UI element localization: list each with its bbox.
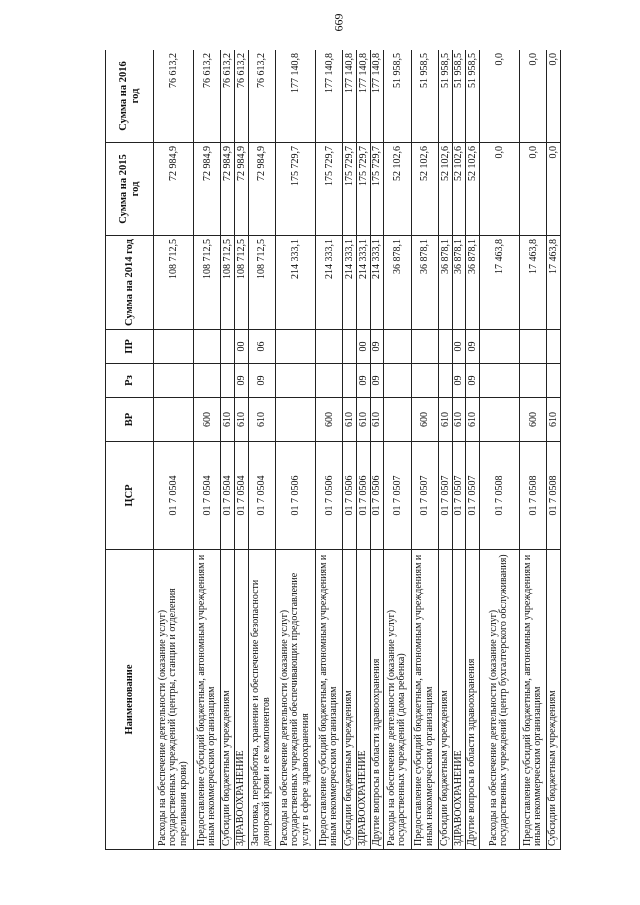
table-row [547, 50, 561, 850]
row-csr: 01 7 0507 [384, 442, 411, 550]
row-csr: 01 7 0504 [248, 442, 275, 550]
row-vr: 610 [466, 398, 480, 442]
row-pr [154, 330, 194, 364]
row-sum-2015: 0,0 [547, 143, 561, 236]
row-csr: 01 7 0506 [343, 442, 357, 550]
row-sum-2014: 214 333,1 [343, 236, 357, 330]
row-sum-2015: 72 984,9 [193, 143, 220, 236]
row-sum-2016: 76 613,2 [234, 50, 248, 143]
row-pr [411, 330, 438, 364]
table-row [411, 50, 438, 850]
row-sum-2016: 177 140,8 [370, 50, 384, 143]
row-sum-2014: 36 878,1 [438, 236, 452, 330]
row-rz: 09 [370, 364, 384, 398]
row-csr: 01 7 0504 [221, 442, 235, 550]
row-sum-2014: 108 712,5 [221, 236, 235, 330]
row-pr [315, 330, 342, 364]
row-csr: 01 7 0504 [193, 442, 220, 550]
row-sum-2016: 51 958,5 [438, 50, 452, 143]
row-sum-2016: 177 140,8 [275, 50, 315, 143]
row-pr: 00 [452, 330, 466, 364]
row-sum-2015: 52 102,6 [438, 143, 452, 236]
row-sum-2014: 17 463,8 [519, 236, 546, 330]
row-sum-2015: 52 102,6 [384, 143, 411, 236]
row-csr: 01 7 0507 [452, 442, 466, 550]
table-row [234, 50, 248, 850]
row-sum-2016: 76 613,2 [154, 50, 194, 143]
row-sum-2015: 72 984,9 [221, 143, 235, 236]
row-sum-2014: 108 712,5 [248, 236, 275, 330]
row-pr [438, 330, 452, 364]
row-csr: 01 7 0506 [370, 442, 384, 550]
row-sum-2015: 175 729,7 [356, 143, 370, 236]
header-sum-2015: Сумма на 2015 год [106, 143, 154, 236]
row-rz: 09 [356, 364, 370, 398]
row-sum-2016: 0,0 [479, 50, 519, 143]
row-pr [193, 330, 220, 364]
row-sum-2014: 17 463,8 [479, 236, 519, 330]
row-sum-2015: 0,0 [479, 143, 519, 236]
table-row [248, 50, 275, 850]
header-sum-2016: Сумма на 2016 год [106, 50, 154, 143]
row-name: ЗДРАВООХРАНЕНИЕ [234, 550, 248, 850]
table-row [384, 50, 411, 850]
row-sum-2015: 72 984,9 [234, 143, 248, 236]
row-pr [221, 330, 235, 364]
row-sum-2016: 51 958,5 [452, 50, 466, 143]
row-rz: 09 [248, 364, 275, 398]
table-row [275, 50, 315, 850]
row-vr: 610 [356, 398, 370, 442]
row-name: Другие вопросы в области здравоохранения [370, 550, 384, 850]
row-name: Субсидии бюджетным учреждениям [547, 550, 561, 850]
row-vr: 610 [370, 398, 384, 442]
table-row [343, 50, 357, 850]
row-csr: 01 7 0508 [547, 442, 561, 550]
row-vr: 610 [248, 398, 275, 442]
row-sum-2016: 177 140,8 [356, 50, 370, 143]
header-csr: ЦСР [106, 442, 154, 550]
row-sum-2016: 76 613,2 [248, 50, 275, 143]
row-sum-2014: 214 333,1 [370, 236, 384, 330]
row-csr: 01 7 0508 [519, 442, 546, 550]
row-vr [479, 398, 519, 442]
row-rz [384, 364, 411, 398]
row-rz [479, 364, 519, 398]
table-row [356, 50, 370, 850]
row-sum-2015: 72 984,9 [154, 143, 194, 236]
row-sum-2016: 51 958,5 [384, 50, 411, 143]
table-body [154, 50, 561, 850]
row-pr: 09 [466, 330, 480, 364]
row-sum-2014: 214 333,1 [275, 236, 315, 330]
row-vr: 600 [519, 398, 546, 442]
row-sum-2016: 0,0 [519, 50, 546, 143]
row-csr: 01 7 0506 [315, 442, 342, 550]
row-pr [384, 330, 411, 364]
row-sum-2014: 17 463,8 [547, 236, 561, 330]
row-pr: 09 [370, 330, 384, 364]
row-sum-2015: 175 729,7 [275, 143, 315, 236]
row-sum-2016: 177 140,8 [343, 50, 357, 143]
row-rz: 09 [234, 364, 248, 398]
row-name: Другие вопросы в области здравоохранения [466, 550, 480, 850]
row-csr: 01 7 0504 [234, 442, 248, 550]
row-name: Предоставление субсидий бюджетным, автономным учреждениям и иным некоммерческим организациям [519, 550, 546, 850]
rotated-table-container [105, 50, 561, 850]
row-csr: 01 7 0507 [438, 442, 452, 550]
row-rz [275, 364, 315, 398]
row-rz [438, 364, 452, 398]
row-sum-2015: 175 729,7 [343, 143, 357, 236]
row-pr: 00 [356, 330, 370, 364]
row-name: Заготовка, переработка, хранение и обеспечение безопасности донорской крови и ее компонентов [248, 550, 275, 850]
row-rz [221, 364, 235, 398]
header-vr: ВР [106, 398, 154, 442]
row-pr [479, 330, 519, 364]
row-sum-2016: 177 140,8 [315, 50, 342, 143]
row-csr: 01 7 0507 [466, 442, 480, 550]
row-sum-2016: 0,0 [547, 50, 561, 143]
row-csr: 01 7 0506 [356, 442, 370, 550]
row-sum-2014: 214 333,1 [315, 236, 342, 330]
row-rz [411, 364, 438, 398]
row-pr [547, 330, 561, 364]
row-rz [315, 364, 342, 398]
header-sum-2014: Сумма на 2014 год [106, 236, 154, 330]
row-sum-2015: 0,0 [519, 143, 546, 236]
row-name: Субсидии бюджетным учреждениям [343, 550, 357, 850]
row-sum-2014: 36 878,1 [384, 236, 411, 330]
table-row [221, 50, 235, 850]
row-sum-2016: 76 613,2 [193, 50, 220, 143]
table-row [193, 50, 220, 850]
row-csr: 01 7 0506 [275, 442, 315, 550]
row-pr [519, 330, 546, 364]
row-sum-2015: 175 729,7 [315, 143, 342, 236]
table-row [466, 50, 480, 850]
row-sum-2016: 51 958,5 [411, 50, 438, 143]
table-row [438, 50, 452, 850]
row-sum-2014: 108 712,5 [234, 236, 248, 330]
row-vr: 610 [452, 398, 466, 442]
row-sum-2014: 108 712,5 [193, 236, 220, 330]
table-row [519, 50, 546, 850]
row-name: ЗДРАВООХРАНЕНИЕ [452, 550, 466, 850]
row-pr: 06 [248, 330, 275, 364]
budget-table [105, 50, 561, 850]
row-rz: 09 [452, 364, 466, 398]
page-number [330, 13, 348, 31]
row-name: Субсидии бюджетным учреждениям [221, 550, 235, 850]
row-name: Субсидии бюджетным учреждениям [438, 550, 452, 850]
table-row [154, 50, 194, 850]
row-vr [384, 398, 411, 442]
row-vr: 610 [438, 398, 452, 442]
row-vr [154, 398, 194, 442]
row-sum-2016: 76 613,2 [221, 50, 235, 143]
header-name: Наименование [106, 550, 154, 850]
row-csr: 01 7 0508 [479, 442, 519, 550]
row-sum-2016: 51 958,5 [466, 50, 480, 143]
row-sum-2015: 175 729,7 [370, 143, 384, 236]
row-sum-2014: 214 333,1 [356, 236, 370, 330]
row-sum-2015: 72 984,9 [248, 143, 275, 236]
row-rz [547, 364, 561, 398]
row-name: Предоставление субсидий бюджетным, автономным учреждениям и иным некоммерческим организациям [411, 550, 438, 850]
row-sum-2015: 52 102,6 [452, 143, 466, 236]
row-rz: 09 [466, 364, 480, 398]
page-number-text: 669 [331, 13, 346, 31]
table-row [370, 50, 384, 850]
row-vr [275, 398, 315, 442]
row-name: Расходы на обеспечение деятельности (оказание услуг) государственных учреждений (центры, станции и отделения переливания крови) [154, 550, 194, 850]
table-row [452, 50, 466, 850]
row-rz [154, 364, 194, 398]
row-csr: 01 7 0507 [411, 442, 438, 550]
row-vr: 600 [193, 398, 220, 442]
row-name: Расходы на обеспечение деятельности (оказание услуг) государственных учреждений (дома ребенка) [384, 550, 411, 850]
row-pr [343, 330, 357, 364]
row-name: Расходы на обеспечение деятельности (оказание услуг) государственных учреждений (центр бухгалтерского обслуживания) [479, 550, 519, 850]
row-vr: 600 [411, 398, 438, 442]
row-sum-2014: 36 878,1 [452, 236, 466, 330]
table-row [315, 50, 342, 850]
row-vr: 610 [221, 398, 235, 442]
row-sum-2014: 108 712,5 [154, 236, 194, 330]
table-row [479, 50, 519, 850]
row-sum-2014: 36 878,1 [411, 236, 438, 330]
row-pr: 00 [234, 330, 248, 364]
row-pr [275, 330, 315, 364]
header-pr: ПР [106, 330, 154, 364]
row-vr: 610 [234, 398, 248, 442]
row-name: Предоставление субсидий бюджетным, автономным учреждениям и иным некоммерческим организациям [193, 550, 220, 850]
row-csr: 01 7 0504 [154, 442, 194, 550]
table-viewport [105, 50, 561, 850]
row-vr: 610 [547, 398, 561, 442]
row-rz [193, 364, 220, 398]
row-sum-2015: 52 102,6 [411, 143, 438, 236]
row-rz [343, 364, 357, 398]
row-sum-2015: 52 102,6 [466, 143, 480, 236]
row-vr: 600 [315, 398, 342, 442]
header-rz: Рз [106, 364, 154, 398]
table-header-row [106, 50, 154, 850]
row-name: Расходы на обеспечение деятельности (оказание услуг) государственных учреждений обеспечивающих предоставление услуг в сфере здравоохранения [275, 550, 315, 850]
row-vr: 610 [343, 398, 357, 442]
row-rz [519, 364, 546, 398]
row-name: ЗДРАВООХРАНЕНИЕ [356, 550, 370, 850]
row-sum-2014: 36 878,1 [466, 236, 480, 330]
row-name: Предоставление субсидий бюджетным, автономным учреждениям и иным некоммерческим организациям [315, 550, 342, 850]
